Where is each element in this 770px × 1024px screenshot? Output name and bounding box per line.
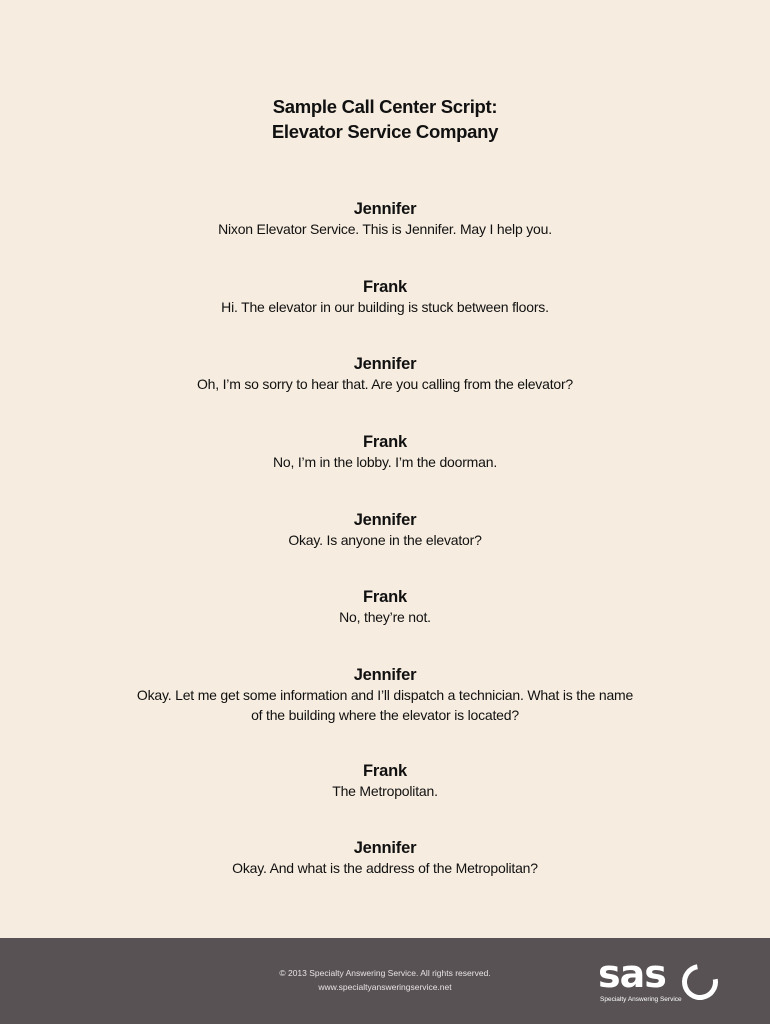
dialogue-block xyxy=(0,587,770,627)
dialogue-line: Hi. The elevator in our building is stuck between floors. xyxy=(221,299,549,315)
copyright-text: © 2013 Specialty Answering Service. All rights reserved. xyxy=(279,968,491,978)
dialogue-line: Okay. And what is the address of the Metropolitan? xyxy=(232,860,538,876)
speaker-name: Frank xyxy=(363,433,407,451)
dialogue-block xyxy=(0,277,770,317)
speaker-name: Jennifer xyxy=(353,666,417,684)
speaker-name: Jennifer xyxy=(353,355,417,373)
logo-ring-icon xyxy=(675,957,725,1007)
dialogue-block xyxy=(0,761,770,801)
speaker-name: Frank xyxy=(363,588,407,606)
dialogue-line: of the building where the elevator is located? xyxy=(251,707,519,723)
speaker-name: Frank xyxy=(363,278,407,296)
dialogue-line: Oh, I’m so sorry to hear that. Are you calling from the elevator? xyxy=(196,376,574,392)
dialogue-line: Okay. Is anyone in the elevator? xyxy=(288,532,482,548)
website-link[interactable]: www.specialtyansweringservice.net xyxy=(318,982,452,992)
dialogue-line: Nixon Elevator Service. This is Jennifer. May I help you. xyxy=(218,221,552,237)
footer-text xyxy=(215,966,555,994)
page-title xyxy=(0,94,770,144)
dialogue-block xyxy=(0,665,770,725)
dialogue-block xyxy=(0,838,770,878)
sas-logo xyxy=(598,952,722,1010)
title-line-1: Sample Call Center Script: xyxy=(272,96,498,117)
speaker-name: Jennifer xyxy=(353,839,417,857)
speaker-name: Jennifer xyxy=(353,511,417,529)
logo-wordmark: sas xyxy=(598,952,666,996)
dialogue-line: The Metropolitan. xyxy=(332,783,438,799)
dialogue-block xyxy=(0,432,770,472)
speaker-name: Frank xyxy=(363,762,407,780)
footer-bar xyxy=(0,938,770,1024)
speaker-name: Jennifer xyxy=(353,200,417,218)
dialogue-block xyxy=(0,199,770,239)
dialogue-line: No, they’re not. xyxy=(339,609,431,625)
dialogue-line: No, I’m in the lobby. I’m the doorman. xyxy=(272,454,498,470)
dialogue-block xyxy=(0,354,770,394)
dialogue-line: Okay. Let me get some information and I’ll dispatch a technician. What is the name xyxy=(136,687,634,703)
dialogue-block xyxy=(0,510,770,550)
title-line-2: Elevator Service Company xyxy=(271,121,499,142)
logo-tagline: Specialty Answering Service xyxy=(600,996,682,1003)
